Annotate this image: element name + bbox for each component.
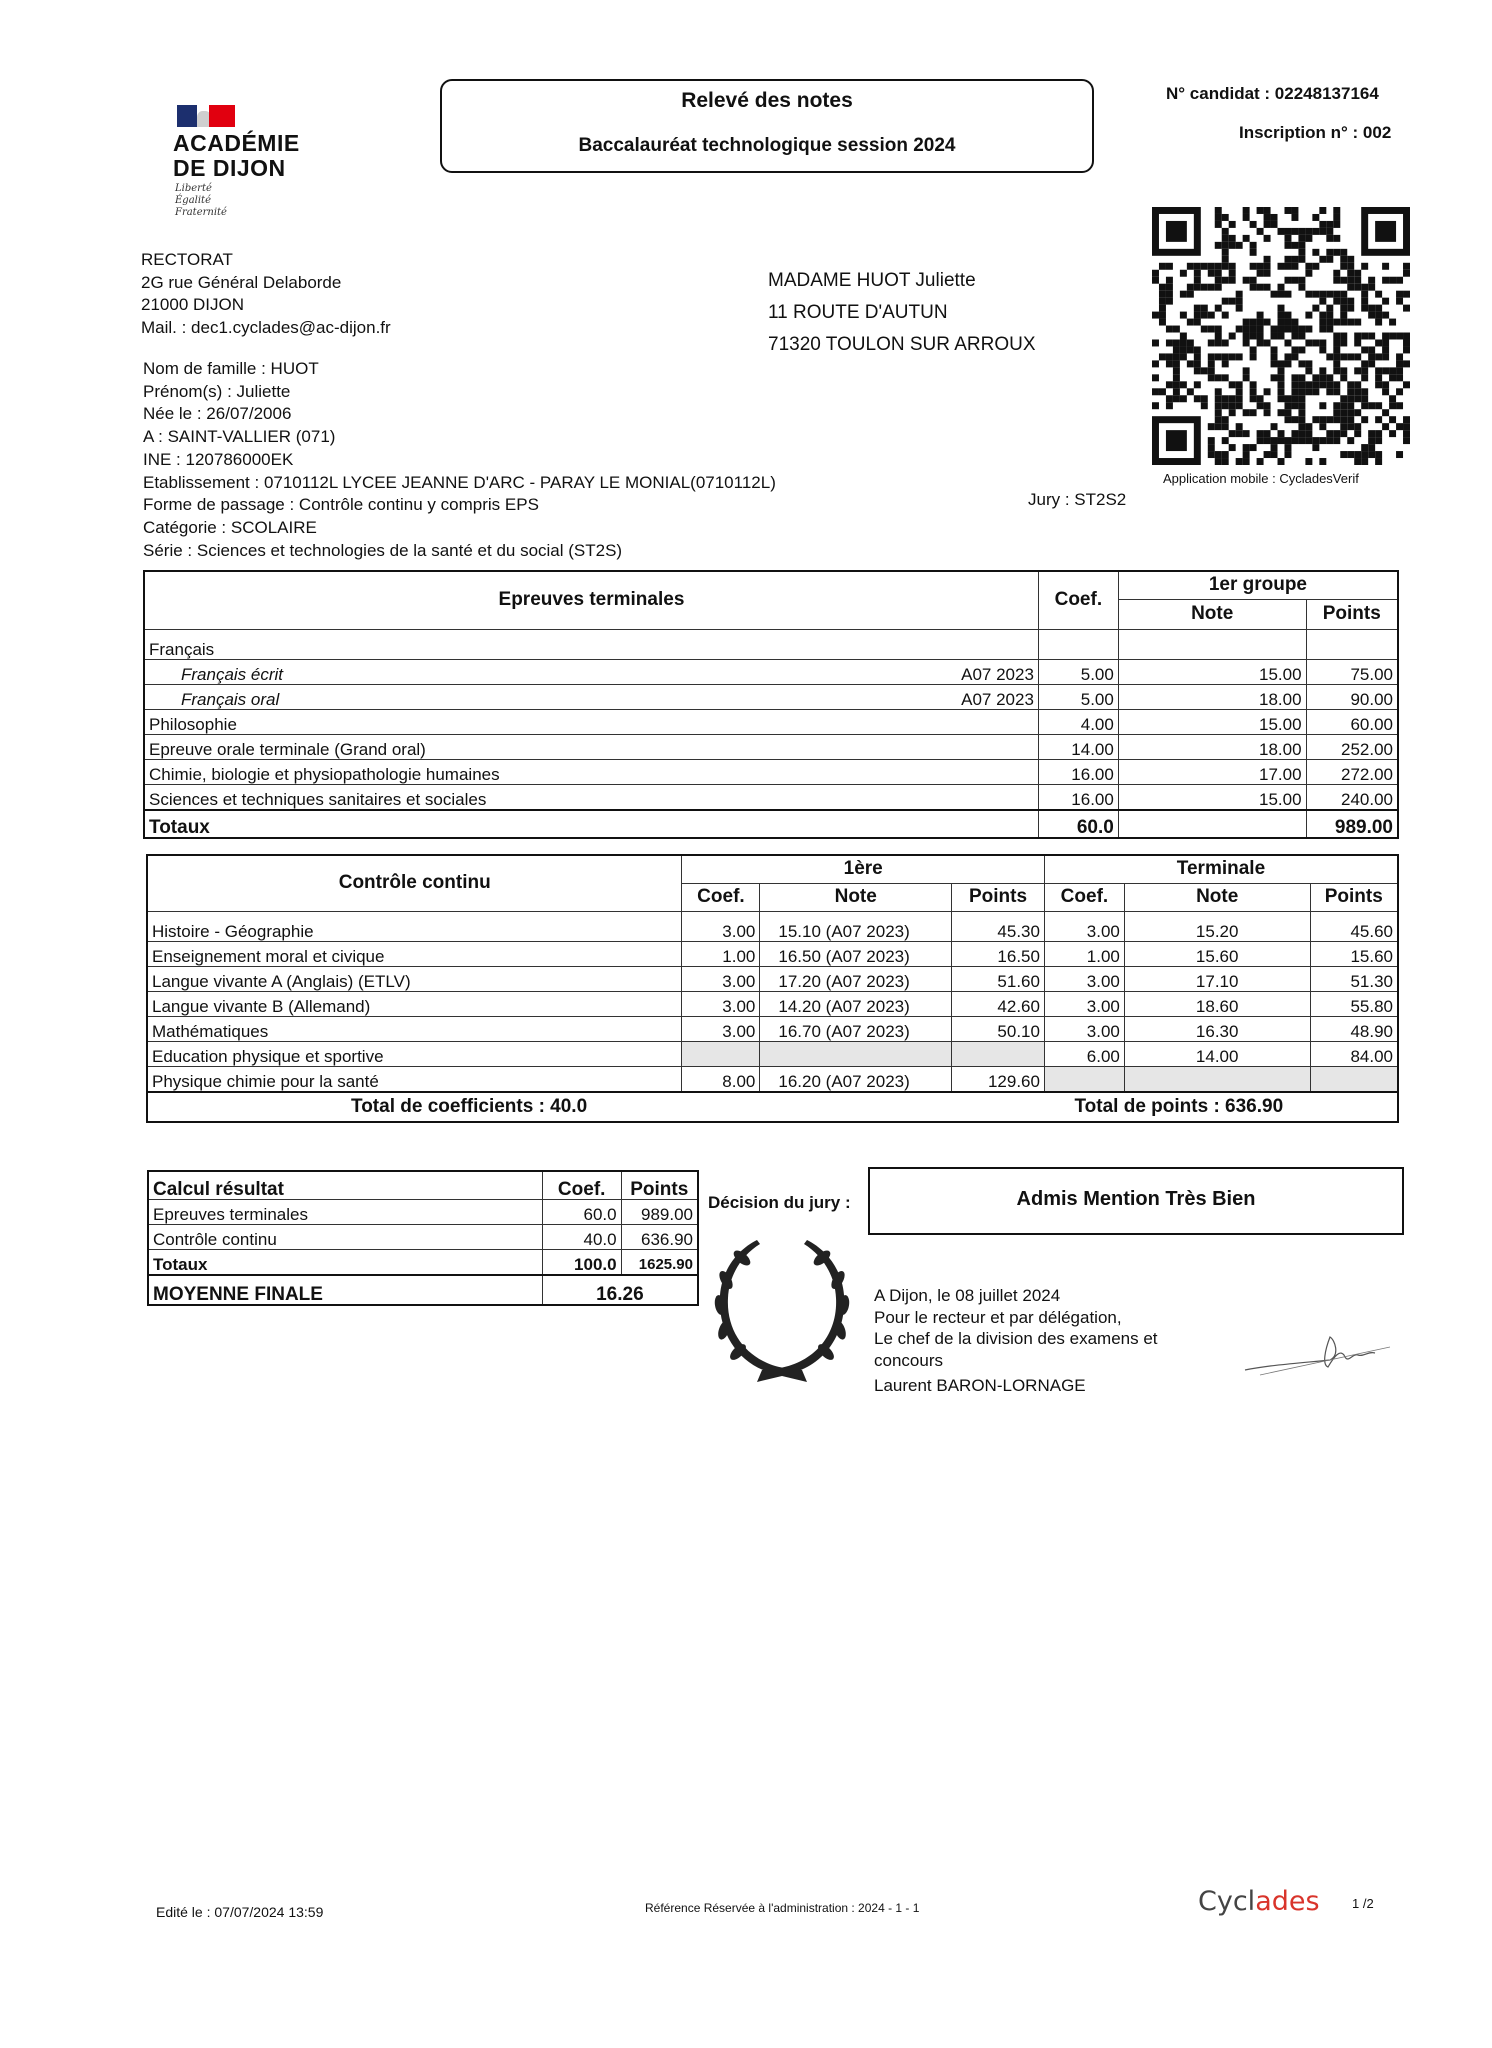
calcul-label: Epreuves terminales: [148, 1199, 542, 1224]
recipient-name: MADAME HUOT Juliette: [768, 270, 976, 291]
academie-line2: DE DIJON: [173, 155, 286, 181]
group-header: 1er groupe: [1118, 571, 1398, 599]
premiere-points: 42.60: [952, 991, 1045, 1016]
epreuve-row: [144, 684, 1398, 709]
terminale-note: 17.10: [1124, 966, 1310, 991]
premiere-points: 16.50: [952, 941, 1045, 966]
epreuve-points: 75.00: [1306, 659, 1398, 684]
recipient-street: 11 ROUTE D'AUTUN: [768, 302, 948, 323]
epreuves-total-coef: 60.0: [1038, 810, 1118, 838]
premiere-coef-header: Coef.: [682, 883, 760, 911]
controle-label: Education physique et sportive: [147, 1041, 682, 1066]
sender-address: [141, 249, 391, 339]
terminale-note-header: Note: [1124, 883, 1310, 911]
premiere-coef: 3.00: [682, 991, 760, 1016]
epreuve-coef: 5.00: [1038, 659, 1118, 684]
moyenne-value: 16.26: [542, 1275, 698, 1305]
candidate-line: Prénom(s) : Juliette: [143, 381, 291, 401]
epreuve-row: [144, 629, 1398, 659]
epreuve-row: [144, 759, 1398, 784]
premiere-points: [952, 1041, 1045, 1066]
republique-logo-icon: [177, 105, 235, 127]
epreuve-points: 240.00: [1306, 784, 1398, 810]
controle-row: [147, 966, 1398, 991]
epreuve-session: A07 2023: [961, 689, 1034, 709]
cyclades-logo: [1198, 1886, 1320, 1917]
premiere-note: 17.20 (A07 2023): [760, 966, 952, 991]
epreuve-note: 17.00: [1118, 759, 1306, 784]
terminale-coef: 1.00: [1044, 941, 1124, 966]
laurel-wreath-icon: [712, 1230, 852, 1385]
calcul-row: [148, 1224, 698, 1249]
epreuve-label-cell: [144, 784, 1038, 810]
terminale-header: Terminale: [1044, 855, 1398, 883]
terminale-note: 18.60: [1124, 991, 1310, 1016]
calcul-total-points: 1625.90: [621, 1249, 698, 1275]
terminale-coef: 3.00: [1044, 911, 1124, 941]
academie-name: [173, 131, 300, 181]
controle-label: Langue vivante B (Allemand): [147, 991, 682, 1016]
epreuve-coef: 14.00: [1038, 734, 1118, 759]
epreuve-coef: 5.00: [1038, 684, 1118, 709]
epreuve-session: A07 2023: [961, 664, 1034, 684]
terminale-points: 84.00: [1310, 1041, 1398, 1066]
brand-part2: a: [1255, 1886, 1272, 1917]
controle-label: Enseignement moral et civique: [147, 941, 682, 966]
page-number: 1 /2: [1352, 1896, 1374, 1911]
epreuve-points: [1306, 629, 1398, 659]
calcul-coef-header: Coef.: [542, 1171, 621, 1199]
epreuve-points: 60.00: [1306, 709, 1398, 734]
epreuves-total-points: 989.00: [1306, 810, 1398, 838]
inscription-number: Inscription n° : 002: [1239, 123, 1392, 142]
terminale-coef-header: Coef.: [1044, 883, 1124, 911]
controle-row: [147, 1041, 1398, 1066]
terminale-points: 45.60: [1310, 911, 1398, 941]
sender-street: 2G rue Général Delaborde: [141, 272, 342, 292]
terminale-points-header: Points: [1310, 883, 1398, 911]
epreuve-label-cell: [144, 734, 1038, 759]
terminale-note: [1124, 1066, 1310, 1092]
terminale-note: 15.60: [1124, 941, 1310, 966]
candidate-line: Série : Sciences et technologies de la santé et du social (ST2S): [143, 540, 623, 560]
candidate-line: Nom de famille : HUOT: [143, 359, 319, 378]
epreuves-points-header: Points: [1306, 599, 1398, 629]
controle-row: [147, 941, 1398, 966]
qr-caption: Application mobile : CycladesVerif: [1163, 471, 1359, 486]
terminale-points: 48.90: [1310, 1016, 1398, 1041]
epreuve-label: Français écrit: [181, 664, 284, 684]
terminale-note: 16.30: [1124, 1016, 1310, 1041]
controle-label: Mathématiques: [147, 1016, 682, 1041]
epreuve-label: Philosophie: [149, 714, 237, 734]
total-points: Total de points : 636.90: [1044, 1092, 1398, 1122]
epreuve-coef: 4.00: [1038, 709, 1118, 734]
terminale-points: 51.30: [1310, 966, 1398, 991]
controle-label: Histoire - Géographie: [147, 911, 682, 941]
epreuve-label: Epreuve orale terminale (Grand oral): [149, 739, 426, 759]
epreuve-label: Français oral: [181, 689, 280, 709]
controle-continu-table: [146, 854, 1399, 1123]
terminale-coef: 3.00: [1044, 991, 1124, 1016]
brand-part1: Cycl: [1198, 1886, 1256, 1917]
epreuve-points: 90.00: [1306, 684, 1398, 709]
calcul-points: 989.00: [621, 1199, 698, 1224]
academie-line1: ACADÉMIE: [173, 130, 300, 156]
premiere-note: 16.50 (A07 2023): [760, 941, 952, 966]
calcul-row: [148, 1199, 698, 1224]
calcul-points-header: Points: [621, 1171, 698, 1199]
epreuve-label: Chimie, biologie et physiopathologie humaines: [149, 764, 500, 784]
epreuve-points: 272.00: [1306, 759, 1398, 784]
candidate-line: INE : 120786000EK: [143, 449, 294, 469]
epreuve-label-cell: [144, 659, 1038, 684]
calcul-resultat-table: [147, 1170, 699, 1306]
premiere-header: 1ère: [682, 855, 1045, 883]
terminale-coef: [1044, 1066, 1124, 1092]
terminale-points: 55.80: [1310, 991, 1398, 1016]
premiere-note: 16.70 (A07 2023): [760, 1016, 952, 1041]
signature-line: Laurent BARON-LORNAGE: [874, 1376, 1086, 1395]
terminale-coef: 3.00: [1044, 966, 1124, 991]
terminale-points: [1310, 1066, 1398, 1092]
epreuve-label-cell: [144, 759, 1038, 784]
premiere-points: 50.10: [952, 1016, 1045, 1041]
epreuve-coef: 16.00: [1038, 759, 1118, 784]
controle-row: [147, 1016, 1398, 1041]
document-title: Relevé des notes: [681, 89, 853, 112]
epreuve-row: [144, 734, 1398, 759]
controle-label: Physique chimie pour la santé: [147, 1066, 682, 1092]
recipient-address: [768, 265, 1036, 361]
epreuve-note: 15.00: [1118, 659, 1306, 684]
epreuve-label-cell: [144, 684, 1038, 709]
controle-label: Langue vivante A (Anglais) (ETLV): [147, 966, 682, 991]
premiere-coef: [682, 1041, 760, 1066]
premiere-points: 129.60: [952, 1066, 1045, 1092]
calcul-total-label: Totaux: [148, 1249, 542, 1275]
epreuve-row: [144, 709, 1398, 734]
terminale-coef: 6.00: [1044, 1041, 1124, 1066]
calcul-total-coef: 100.0: [542, 1249, 621, 1275]
premiere-note: 14.20 (A07 2023): [760, 991, 952, 1016]
sender-city: 21000 DIJON: [141, 295, 244, 314]
candidate-info: [143, 358, 776, 562]
epreuve-row: [144, 784, 1398, 810]
motto-fraternite: Fraternité: [175, 207, 227, 218]
brand-part3: des: [1271, 1886, 1320, 1917]
reference-admin: Référence Réservée à l'administration : 2024 - 1 - 1: [645, 1901, 920, 1915]
premiere-coef: 1.00: [682, 941, 760, 966]
epreuve-note: 18.00: [1118, 684, 1306, 709]
epreuve-points: 252.00: [1306, 734, 1398, 759]
candidate-line: Née le : 26/07/2006: [143, 404, 292, 424]
decision-result: Admis Mention Très Bien: [1016, 1188, 1256, 1210]
epreuve-label-cell: [144, 629, 1038, 659]
premiere-points: 45.30: [952, 911, 1045, 941]
terminale-note: 15.20: [1124, 911, 1310, 941]
candidate-line: A : SAINT-VALLIER (071): [143, 427, 336, 447]
moyenne-label: MOYENNE FINALE: [148, 1275, 542, 1305]
calcul-label: Contrôle continu: [148, 1224, 542, 1249]
calcul-points: 636.90: [621, 1224, 698, 1249]
sender-name: RECTORAT: [141, 250, 233, 269]
epreuve-label: Français: [149, 639, 215, 659]
candidate-line: Catégorie : SCOLAIRE: [143, 517, 317, 537]
motto-egalite: Égalité: [175, 195, 211, 206]
terminale-coef: 3.00: [1044, 1016, 1124, 1041]
epreuve-label-cell: [144, 709, 1038, 734]
calcul-coef: 40.0: [542, 1224, 621, 1249]
signature-block: [874, 1285, 1158, 1397]
signature-line: A Dijon, le 08 juillet 2024: [874, 1286, 1061, 1305]
document-subtitle: Baccalauréat technologique session 2024: [578, 135, 956, 156]
premiere-note: 15.10 (A07 2023): [760, 911, 952, 941]
candidate-number: N° candidat : 02248137164: [1166, 84, 1379, 103]
controle-row: [147, 1066, 1398, 1092]
candidate-line: Forme de passage : Contrôle continu y compris EPS: [143, 495, 539, 515]
recipient-city: 71320 TOULON SUR ARROUX: [768, 334, 1036, 355]
premiere-points: 51.60: [952, 966, 1045, 991]
premiere-note-header: Note: [760, 883, 952, 911]
epreuve-note: 18.00: [1118, 734, 1306, 759]
epreuve-label: Sciences et techniques sanitaires et sociales: [149, 789, 487, 809]
epreuves-total-label: Totaux: [144, 810, 1038, 838]
terminale-note: 14.00: [1124, 1041, 1310, 1066]
sender-mail: Mail. : dec1.cyclades@ac-dijon.fr: [141, 317, 391, 337]
candidate-line: Etablissement : 0710112L LYCEE JEANNE D'ARC - PARAY LE MONIAL(0710112L): [143, 472, 776, 492]
edited-date: Edité le : 07/07/2024 13:59: [156, 1904, 324, 1920]
signature-line: concours: [874, 1350, 943, 1370]
jury-label: Jury : ST2S2: [1028, 490, 1127, 509]
decision-label: Décision du jury :: [708, 1193, 851, 1212]
premiere-coef: 3.00: [682, 966, 760, 991]
terminale-points: 15.60: [1310, 941, 1398, 966]
signature-line: Le chef de la division des examens et: [874, 1329, 1158, 1348]
epreuve-coef: 16.00: [1038, 784, 1118, 810]
epreuve-row: [144, 659, 1398, 684]
controle-title: Contrôle continu: [147, 855, 682, 911]
premiere-note: 16.20 (A07 2023): [760, 1066, 952, 1092]
epreuve-note: 15.00: [1118, 709, 1306, 734]
epreuves-note-header: Note: [1118, 599, 1306, 629]
total-coefficients: Total de coefficients : 40.0: [147, 1092, 1044, 1122]
epreuves-title: Epreuves terminales: [144, 571, 1038, 629]
calcul-title: Calcul résultat: [148, 1171, 542, 1199]
premiere-coef: 3.00: [682, 911, 760, 941]
calcul-coef: 60.0: [542, 1199, 621, 1224]
epreuve-note: 15.00: [1118, 784, 1306, 810]
epreuves-coef-header: Coef.: [1038, 571, 1118, 629]
controle-row: [147, 911, 1398, 941]
premiere-coef: 8.00: [682, 1066, 760, 1092]
epreuve-note: [1118, 629, 1306, 659]
republic-motto: [175, 183, 227, 219]
qr-code-icon: [1152, 207, 1410, 465]
premiere-note: [760, 1041, 952, 1066]
premiere-points-header: Points: [952, 883, 1045, 911]
premiere-coef: 3.00: [682, 1016, 760, 1041]
controle-row: [147, 991, 1398, 1016]
signature-line: Pour le recteur et par délégation,: [874, 1307, 1122, 1327]
epreuves-terminales-table: [143, 570, 1399, 839]
handwritten-signature: [1240, 1325, 1400, 1380]
epreuve-coef: [1038, 629, 1118, 659]
motto-liberte: Liberté: [175, 183, 212, 194]
